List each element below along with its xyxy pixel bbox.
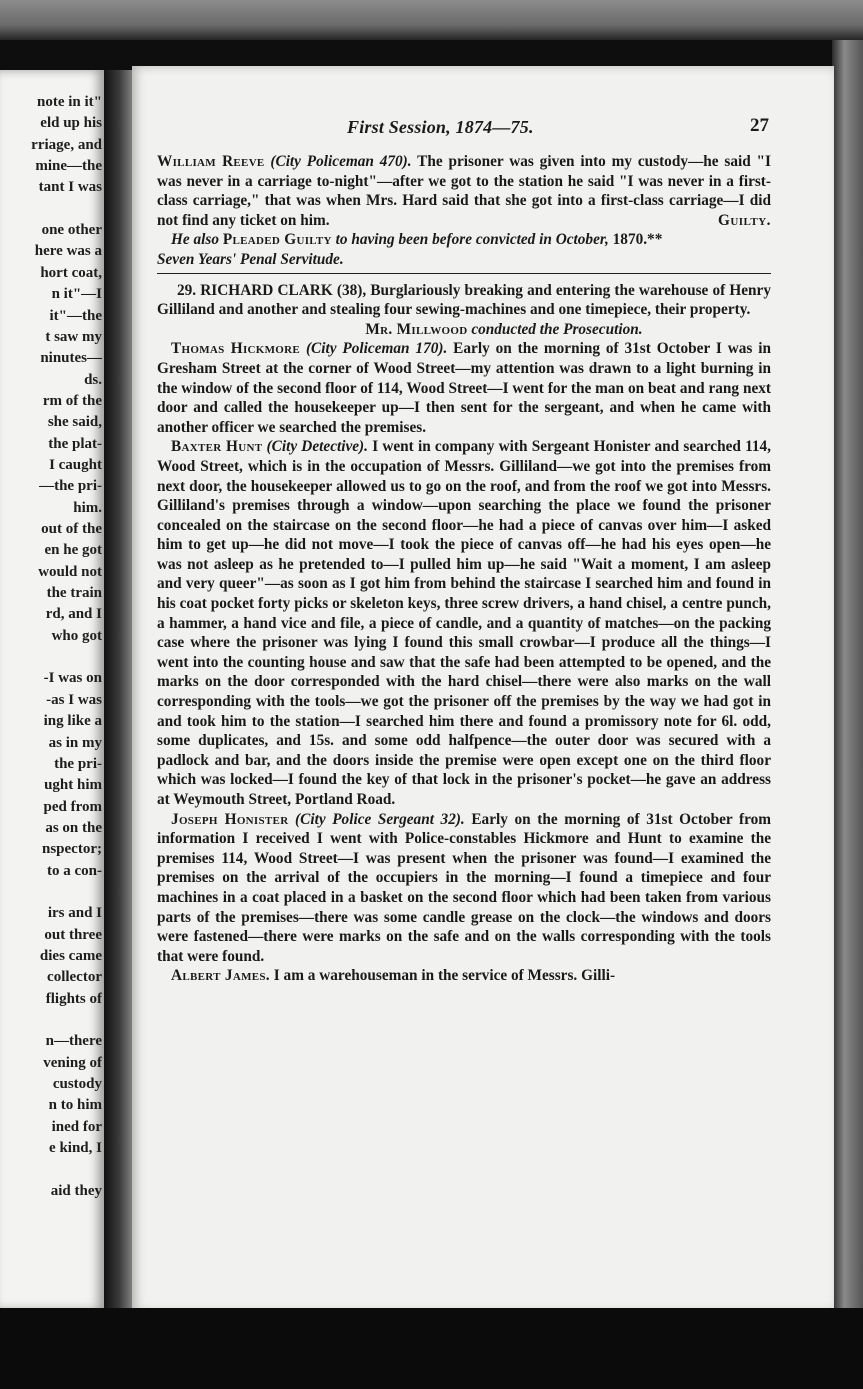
- left-page-line: vening of: [43, 1054, 102, 1071]
- left-page-line: ped from: [43, 798, 102, 815]
- page-number: 27: [750, 115, 769, 136]
- left-page-line: eld up his: [40, 115, 102, 132]
- left-page-line: t saw my: [45, 328, 102, 345]
- witness-name: Joseph Honister: [171, 810, 289, 828]
- left-page-line: out of the: [41, 521, 102, 537]
- testimony-honister: [157, 810, 771, 967]
- left-page-line: she said,: [47, 414, 102, 431]
- verdict: Guilty.: [717, 211, 771, 229]
- witness-role: (City Detective).: [266, 438, 368, 456]
- session-title: First Session, 1874—75.: [347, 117, 534, 137]
- left-page-line: irs and I: [47, 905, 102, 922]
- left-page-line: here was a: [34, 243, 102, 260]
- testimony-james: [157, 966, 771, 986]
- left-page-line: ing like a: [43, 713, 102, 730]
- left-page-line: n to him: [48, 1097, 102, 1114]
- left-page-line: en he got: [44, 542, 102, 559]
- left-page-line: the plat-: [48, 435, 102, 452]
- left-page-line: one other: [41, 222, 102, 239]
- left-page-line: I caught: [49, 456, 102, 473]
- left-page-line: him.: [73, 499, 102, 516]
- left-page-line: hort coat,: [40, 264, 102, 281]
- left-page-line: nspector;: [42, 841, 102, 858]
- testimony-hickmore: [157, 339, 771, 437]
- left-page-line: mine—the: [35, 158, 102, 175]
- running-header: [157, 115, 771, 152]
- left-page-line: as in my: [48, 734, 102, 751]
- witness-role: (City Policeman 170).: [305, 340, 448, 358]
- case-age: (38),: [336, 281, 367, 299]
- left-page-line: -as I was: [46, 691, 102, 708]
- page-text: [157, 115, 771, 986]
- conviction-text: to having been before convicted in October,: [335, 231, 609, 249]
- left-page-line: custody: [52, 1076, 102, 1093]
- left-page-line: n—there: [45, 1033, 102, 1050]
- testimony-text: Early on the morning of 31st October I was in Gresham Street at the corner of Wood Street—my attention was drawn to a light burning in the window of the second floor of 114, Wood Street—I went for the man on beat and rang next door and called the housekeeper up—I then sent for the sergeant, and when he came with another officer we searched the premises.: [157, 340, 771, 436]
- left-page-line: ined for: [51, 1118, 102, 1135]
- left-page-line: rriage, and: [31, 136, 102, 153]
- case-charge: Burglariously breaking and entering the warehouse of Henry Gilliland and another and stealing four sewing-machines and one timepiece, their property.: [157, 281, 771, 319]
- witness-name: Thomas Hickmore: [171, 340, 301, 358]
- left-page: [0, 70, 104, 1310]
- left-page-line: —the pri-: [39, 478, 102, 495]
- book-edge-right: [832, 40, 863, 1330]
- left-page-line: ught him: [44, 777, 102, 794]
- left-page-line: n it"—I: [51, 286, 102, 303]
- conviction-prefix: He also: [171, 231, 220, 249]
- left-page-line: the pri-: [54, 755, 102, 772]
- left-page-line: collector: [47, 969, 102, 986]
- witness-role: (City Policeman 470).: [270, 153, 412, 170]
- left-page-line: as on the: [45, 819, 102, 836]
- case-heading: [157, 281, 771, 320]
- testimony-reeve: [157, 152, 771, 230]
- left-page-line: dies came: [39, 948, 102, 964]
- left-page-line: note in it": [37, 94, 102, 110]
- left-page-line: tant I was: [38, 179, 102, 196]
- section-divider: [157, 273, 771, 274]
- testimony-text: I went in company with Sergeant Honister and searched 114, Wood Street, which is in the occupation of Messrs. Gilliland—we got into the premises from next door, the housekeeper allowed us to go on the roof, and from the roof we got into Messrs. Gilliland's premises through a window—upon searching the place we found the prisoner concealed on the staircase on the second floor—he had a piece of canvas over him—I asked him to get up—he did not move—I took the piece of canvas off—he had his eyes open—he was not asleep as he pretended to—I pulled him up—he said "Wait a moment, I am asleep and very queer"—as soon as I got him from behind the staircase I searched him and found in his coat pocket forty picks or skeleton keys, three screw drivers, a hand chisel, a centre punch, a hammer, a hand vice and file, a piece of candle, and a quantity of matches—on the packing case where the prisoner was lying I found this small crowbar—I produce all the things—I went into the counting house and saw that the safe had been attempted to be opened, and the marks on the door corresponded with the hard chisel—there were also marks on the wall corresponding with the tools—we got the prisoner off the premises by the way we had got in and took him to the station—I searched him there and found a promissory note for 6l. odd, some duplicates, and 15s. and some odd halfpence—the outer door was secured with a padlock and bar, and the doors inside the premise were open except one on the third floor which was locked—I found the key of that lock in the prisoner's pocket—he gave an address at Weymouth Street, Portland Road.: [157, 438, 771, 808]
- sentence: [157, 250, 771, 270]
- witness-name: William Reeve: [157, 153, 265, 170]
- left-page-line: it"—the: [49, 307, 102, 324]
- previous-conviction: [157, 230, 771, 250]
- book-gutter: [104, 70, 134, 1310]
- left-page-line: -I was on: [43, 670, 102, 687]
- left-page-line: would not: [38, 563, 102, 580]
- left-page-line: ninutes—: [40, 350, 102, 367]
- witness-name: Albert James.: [171, 967, 270, 985]
- left-page-line: the train: [46, 585, 102, 602]
- counsel-text: conducted the Prosecution.: [471, 320, 643, 338]
- left-page-line: ds.: [84, 371, 102, 388]
- left-page-line: rm of the: [42, 392, 102, 409]
- counsel-name: Mr. Millwood: [365, 320, 468, 338]
- left-page-line: who got: [51, 627, 102, 644]
- testimony-text: Early on the morning of 31st October from information I received I went with Police-constables Hickmore and Hunt to examine the premises 114, Wood Street—I was present when the prisoner was found—I examined the premises on the arrival of the occupiers in the morning—I found a timepiece and four machines in a coat placed in a basket on the second floor which had been taken from various parts of the premises—there was some candle grease on the clock—the windows and doors were fastened—there were marks on the safe and on the walls corresponding with the tools that were found.: [157, 810, 771, 965]
- left-page-line: flights of: [45, 990, 102, 1007]
- case-title: 29. RICHARD CLARK: [177, 281, 333, 299]
- testimony-text: I am a warehouseman in the service of Messrs. Gilli-: [273, 967, 616, 985]
- testimony-text: The prisoner was given into my custody—he said "I was never in a carriage to-night"—after we got to the station he said "I was never in a first-class carriage," that was when Mrs. Hard said that she got into a first-class carriage—I did not find any ticket on him.: [157, 153, 771, 229]
- left-page-line: to a con-: [47, 862, 102, 879]
- testimony-hunt: [157, 437, 771, 809]
- left-page-line: e kind, I: [49, 1140, 102, 1157]
- counsel-line: [157, 320, 771, 340]
- left-page-line: rd, and I: [45, 606, 102, 623]
- scan-background-top: [0, 0, 863, 42]
- conviction-plea: Pleaded Guilty: [222, 231, 332, 249]
- scan-border-bottom: [0, 1308, 863, 1389]
- sentence-text: Seven Years' Penal Servitude.: [157, 250, 344, 268]
- left-page-line: out three: [44, 926, 102, 943]
- left-page-line: aid they: [50, 1182, 102, 1199]
- witness-role: (City Police Sergeant 32).: [295, 810, 465, 828]
- conviction-year: 1870.**: [612, 231, 663, 249]
- witness-name: Baxter Hunt: [171, 438, 263, 456]
